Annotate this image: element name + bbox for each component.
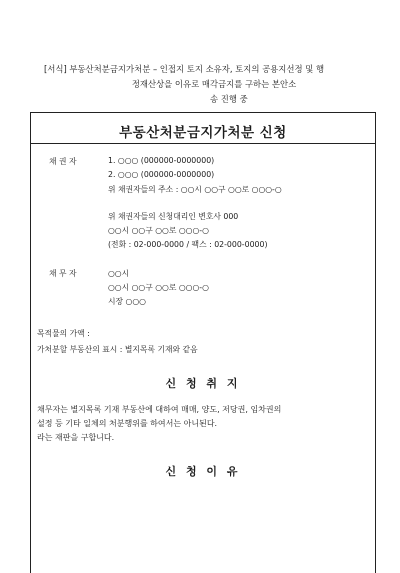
claim-value: 목적물의 가액 : xyxy=(37,329,90,338)
agent-title: 위 채권자들의 신청대리인 변호사 000 xyxy=(108,212,239,221)
purpose-body-line3: 라는 재판을 구합니다. xyxy=(37,433,115,442)
debtor-name: ○○시 xyxy=(108,269,130,278)
creditor-address: 위 채권자들의 주소 : ○○시 ○○구 ○○로 ○○○-○ xyxy=(108,185,282,194)
form-type-note xyxy=(44,62,374,107)
form-title: 부동산처분금지가처분 신청 xyxy=(119,125,287,141)
reason-heading: 신 청 이 유 xyxy=(165,465,241,478)
creditor-1: 1. ○○○ (000000-0000000) xyxy=(108,156,215,165)
debtor-representative: 시장 ○○○ xyxy=(108,297,146,306)
form-type-note-line1: [서식] 부동산처분금지가처분 – 인접지 토지 소유자, 토지의 공용지선정 및 행 xyxy=(44,64,325,74)
agent-contact: (전화 : 02-000-0000 / 팩스 : 02-000-0000) xyxy=(108,240,268,249)
debtor-address: ○○시 ○○구 ○○로 ○○○-○ xyxy=(108,283,209,292)
application-form xyxy=(30,112,376,573)
form-type-note-line2: 정재산상을 이유로 매각금지를 구하는 본안소 xyxy=(131,79,297,89)
creditor-2: 2. ○○○ (000000-0000000) xyxy=(108,170,215,179)
debtor-label: 채 무 자 xyxy=(49,269,77,278)
purpose-body-line2: 설정 등 기타 일체의 처분행위를 하여서는 아니된다. xyxy=(37,419,218,428)
property-display: 가처분할 부동산의 표시 : 별지목록 기재와 같음 xyxy=(37,345,198,354)
agent-address: ○○시 ○○구 ○○로 ○○○-○ xyxy=(108,226,209,235)
creditor-label: 채 권 자 xyxy=(49,157,77,166)
purpose-heading: 신 청 취 지 xyxy=(165,377,241,390)
form-type-note-line3: 송 진행 중 xyxy=(210,94,248,104)
purpose-body-line1: 채무자는 별지목록 기재 부동산에 대하여 매매, 양도, 저당권, 임차권의 xyxy=(37,405,282,414)
purpose-body xyxy=(37,403,371,445)
title-divider xyxy=(31,143,375,144)
